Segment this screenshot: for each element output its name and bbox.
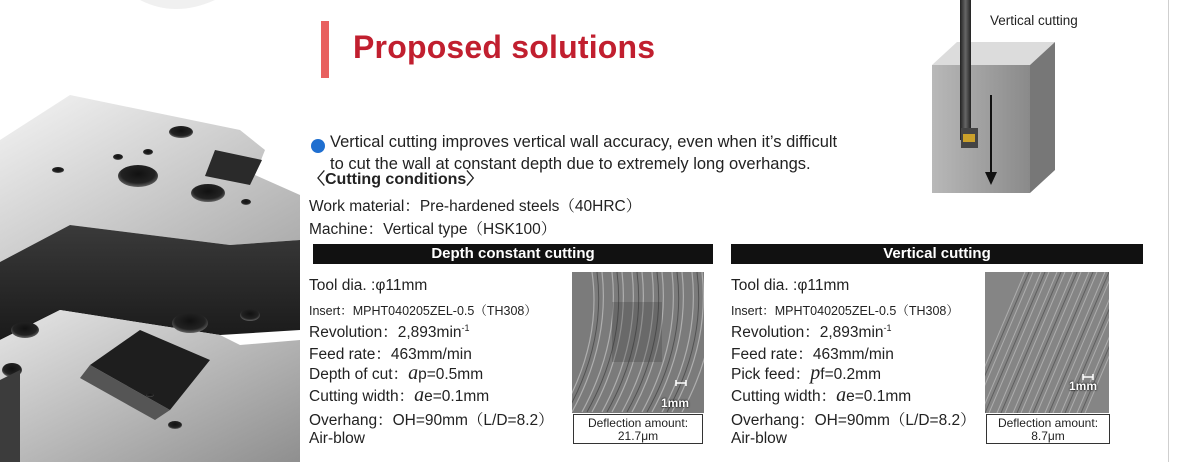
conditions-heading: 〈Cutting conditions〉 [309, 171, 483, 188]
left-overhang: Overhang：OH=90mm（L/D=8.2） [309, 412, 554, 429]
right-insert: Insert：MPHT040205ZEL-0.5（TH308） [731, 304, 959, 318]
machined-part-image [0, 0, 300, 462]
title-accent-bar [321, 21, 329, 78]
left-air-blow: Air-blow [309, 430, 365, 447]
left-scale-label: 1mm [660, 396, 689, 410]
right-pick-feed: Pick feed：pf=0.2mm [731, 362, 881, 384]
depth-constant-surface-photo [572, 272, 704, 413]
vertical-cutting-illustration [925, 0, 1055, 200]
intro-line-1: Vertical cutting improves vertical wall accuracy, even when it’s difficult [330, 133, 838, 151]
left-insert: Insert：MPHT040205ZEL-0.5（TH308） [309, 304, 537, 318]
left-deflection-box [573, 414, 703, 444]
right-overhang: Overhang：OH=90mm（L/D=8.2） [731, 412, 976, 429]
right-air-blow: Air-blow [731, 430, 787, 447]
left-deflection-value: 21.7μm [617, 429, 659, 443]
right-tool-dia: Tool dia. :φ11mm [731, 277, 850, 294]
vertical-cutting-header: Vertical cutting [731, 244, 1143, 264]
left-revolution: Revolution：$2,893\min^{-1}$ [309, 323, 470, 341]
page-title: Proposed solutions [353, 29, 656, 65]
intro-line-2: to cut the wall at constant depth due to extremely long overhangs. [330, 155, 811, 173]
illustration-label: Vertical cutting [990, 13, 1078, 28]
work-material: Work material：Pre-hardened steels（40HRC） [309, 198, 642, 215]
right-deflection-value: 8.7μm [1031, 429, 1065, 443]
right-revolution: Revolution：$2,893\min^{-1}$ [731, 323, 892, 341]
right-scale-label: 1mm [1068, 379, 1097, 393]
left-cutting-width: Cutting width：ae=0.1mm [309, 384, 490, 406]
left-depth-of-cut: Depth of cut：ap=0.5mm [309, 362, 484, 384]
right-deflection-box [986, 414, 1110, 444]
left-deflection-label: Deflection amount: [587, 416, 689, 430]
left-feed-rate: Feed rate：463mm/min [309, 346, 472, 363]
right-border [1168, 0, 1169, 462]
depth-constant-header: Depth constant cutting [313, 244, 713, 264]
right-feed-rate: Feed rate：463mm/min [731, 346, 894, 363]
right-cutting-width: Cutting width：ae=0.1mm [731, 384, 912, 406]
machine-type: Machine：Vertical type（HSK100） [309, 221, 557, 238]
left-tool-dia: Tool dia. :φ11mm [309, 277, 428, 294]
right-deflection-label: Deflection amount: [997, 416, 1099, 430]
bullet-icon [311, 139, 325, 153]
